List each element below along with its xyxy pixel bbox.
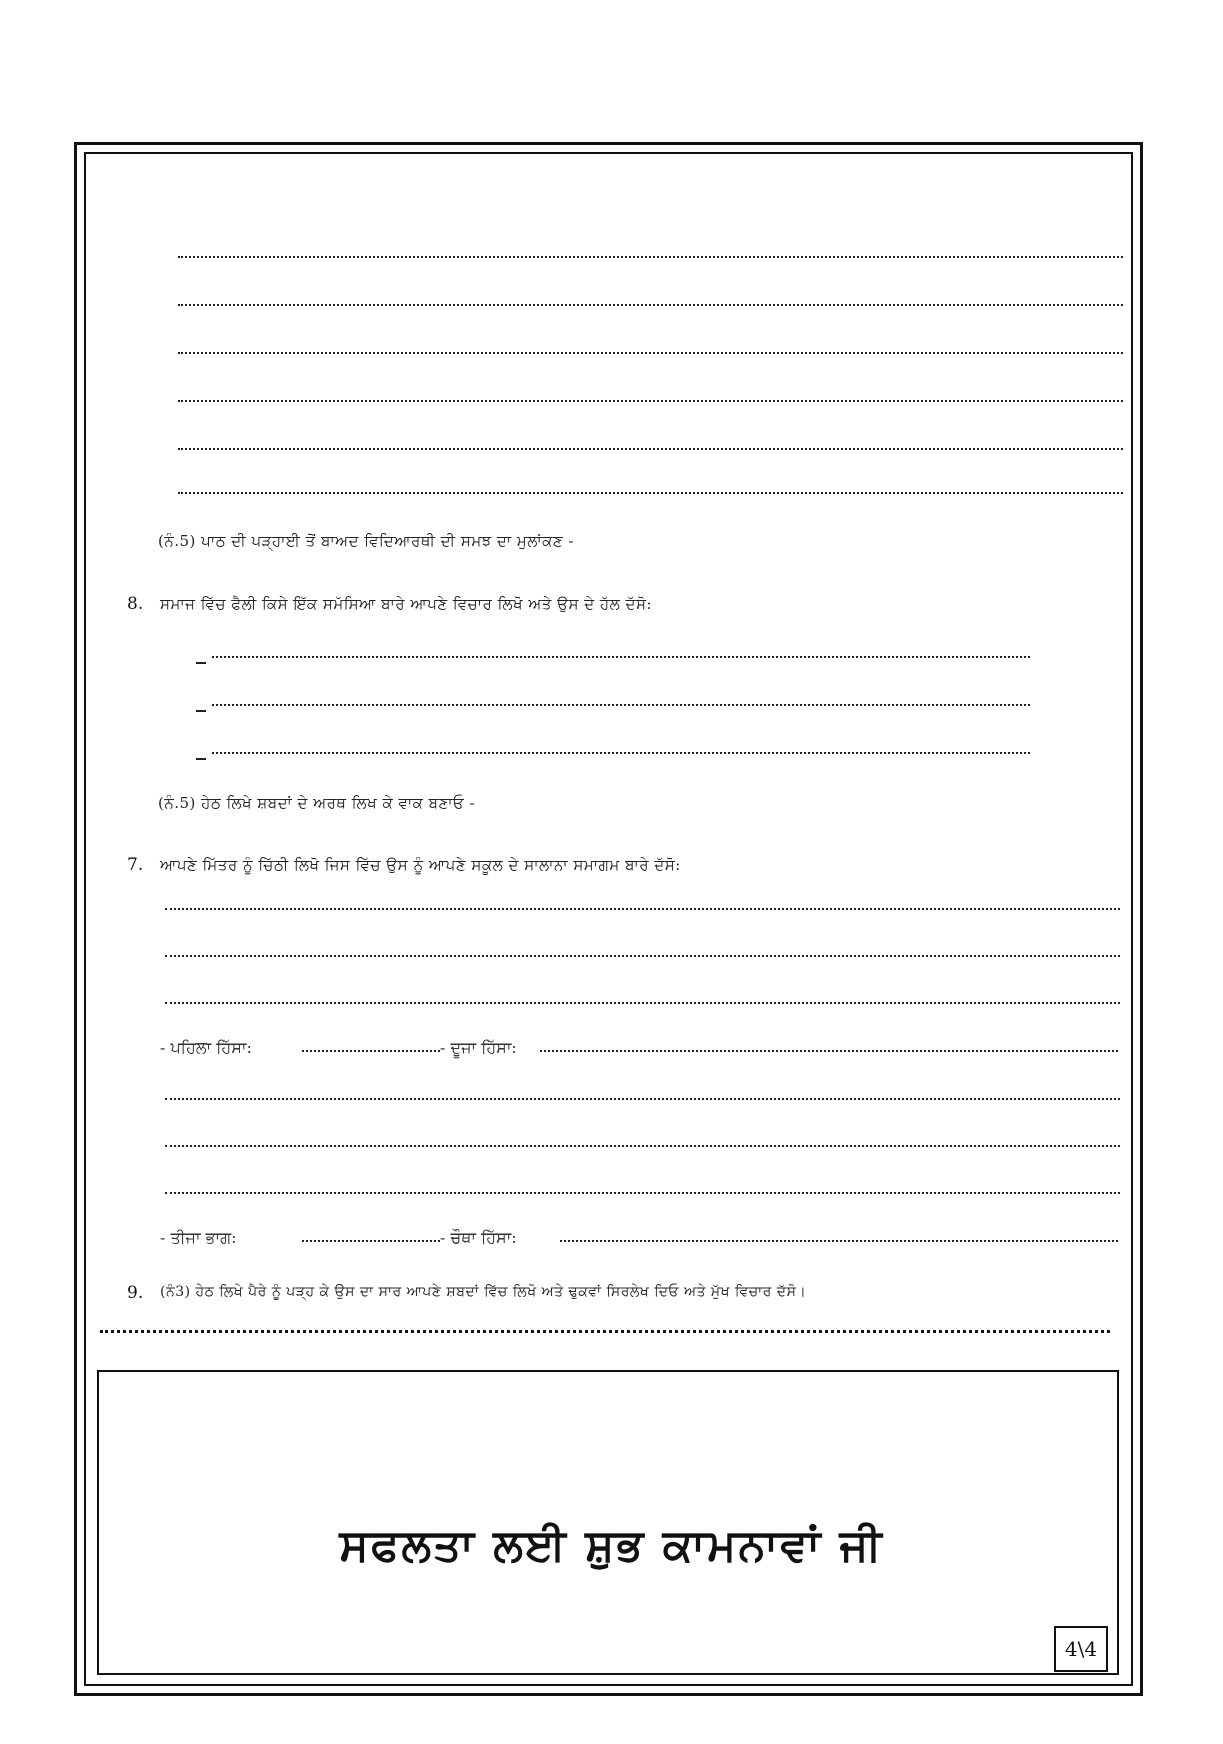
answer-line[interactable] xyxy=(165,1145,1120,1147)
input-line[interactable] xyxy=(302,1050,440,1052)
input-line[interactable] xyxy=(302,1240,440,1242)
question-number: 9. xyxy=(127,1283,144,1303)
answer-line[interactable] xyxy=(178,492,1123,494)
answer-line[interactable] xyxy=(178,448,1123,450)
input-line[interactable] xyxy=(540,1050,1118,1052)
answer-line[interactable] xyxy=(178,304,1123,306)
page-number: 4\4 xyxy=(1054,1626,1108,1672)
field-label: - ਤੀਜਾ ਭਾਗ: xyxy=(160,1228,237,1247)
closing-message: ਸਫਲਤਾ ਲਈ ਸ਼ੁਭ ਕਾਮਨਾਵਾਂ ਜੀ xyxy=(339,1520,884,1571)
answer-line[interactable] xyxy=(212,656,1030,658)
marks-line: (ਨੰ.5) ਪਾਠ ਦੀ ਪੜ੍ਹਾਈ ਤੋਂ ਬਾਅਦ ਵਿਦਿਆਰਥੀ ਦੀ ਸਮਝ ਦਾ ਮੁਲਾਂਕਣ - xyxy=(158,532,574,550)
input-line[interactable] xyxy=(560,1240,1118,1242)
answer-line[interactable] xyxy=(178,352,1123,354)
answer-line[interactable] xyxy=(165,1002,1120,1004)
field-label: - ਦੂਜਾ ਹਿੱਸਾ: xyxy=(440,1038,517,1057)
answer-line[interactable] xyxy=(178,400,1123,402)
question-number: 8. xyxy=(127,594,144,614)
answer-line[interactable] xyxy=(212,752,1030,754)
answer-line[interactable] xyxy=(178,256,1123,258)
answer-line[interactable] xyxy=(212,704,1030,706)
answer-line[interactable] xyxy=(165,955,1120,957)
field-label: - ਪਹਿਲਾ ਹਿੱਸਾ: xyxy=(160,1038,252,1057)
answer-line[interactable] xyxy=(165,1098,1120,1100)
question-number: 7. xyxy=(127,855,144,875)
question-text: ਸਮਾਜ ਵਿੱਚ ਫੈਲੀ ਕਿਸੇ ਇੱਕ ਸਮੱਸਿਆ ਬਾਰੇ ਆਪਣੇ ਵਿਚਾਰ ਲਿਖੋ ਅਤੇ ਉਸ ਦੇ ਹੱਲ ਦੱਸੋ: xyxy=(160,595,652,613)
answer-line[interactable] xyxy=(165,1192,1120,1194)
bullet-dash xyxy=(196,710,206,712)
question-text: (ਨੰ3) ਹੇਠ ਲਿਖੇ ਪੈਰੇ ਨੂੰ ਪੜ੍ਹ ਕੇ ਉਸ ਦਾ ਸਾਰ ਆਪਣੇ ਸ਼ਬਦਾਂ ਵਿੱਚ ਲਿਖੋ ਅਤੇ ਢੁਕਵਾਂ ਸਿਰਲੇਖ ਦਿਓ ਅਤੇ ਮੁੱਖ ਵਿਚਾਰ ਦੱਸੋ। xyxy=(160,1284,807,1300)
marks-line: (ਨੰ.5) ਹੇਠ ਲਿਖੇ ਸ਼ਬਦਾਂ ਦੇ ਅਰਥ ਲਿਖ ਕੇ ਵਾਕ ਬਣਾਓ - xyxy=(158,794,476,812)
answer-line[interactable] xyxy=(100,1330,1110,1333)
bullet-dash xyxy=(196,758,206,760)
field-label: - ਚੌਥਾ ਹਿੱਸਾ: xyxy=(440,1228,517,1247)
question-text: ਆਪਣੇ ਮਿੱਤਰ ਨੂੰ ਚਿੱਠੀ ਲਿਖੋ ਜਿਸ ਵਿੱਚ ਉਸ ਨੂੰ ਆਪਣੇ ਸਕੂਲ ਦੇ ਸਾਲਾਨਾ ਸਮਾਗਮ ਬਾਰੇ ਦੱਸੋ: xyxy=(160,856,681,874)
bullet-dash xyxy=(196,662,206,664)
answer-line[interactable] xyxy=(165,908,1120,910)
